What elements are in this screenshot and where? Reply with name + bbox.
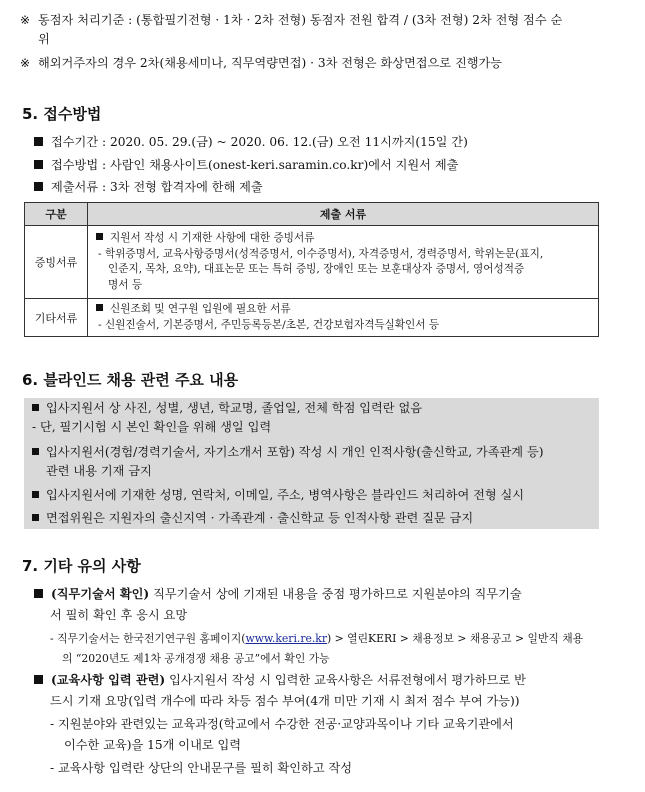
job-description-note: (직무기술서 확인) 직무기술서 상에 기재된 내용을 중점 평가하므로 지원분야의 직무기술 [34, 586, 522, 603]
note-overseas [20, 55, 502, 72]
blind-item-2: 입사지원서(경험/경력기술서, 자기소개서 포함) 작성 시 개인 인적사항(출신학교, 가족관계 등) [32, 443, 543, 461]
table-header-documents: 제출 서류 [88, 203, 599, 226]
square-bullet-icon [96, 233, 103, 240]
job-description-note-continued: 서 필히 확인 후 응시 요망 [50, 608, 188, 622]
square-bullet-icon [34, 137, 43, 146]
square-bullet-icon [34, 675, 43, 684]
square-bullet-icon [32, 404, 39, 411]
note-text: 해외거주자의 경우 2차(채용세미나, 직무역량면접) · 3차 전형은 화상면접으로 진행가능 [38, 56, 503, 70]
note-text: 동점자 처리기준 : (통합필기전형 · 1차 · 2차 전형) 동점자 전원 합격 / (3차 전형) 2차 전형 점수 순 [38, 13, 563, 27]
section-5-title: 5. 접수방법 [22, 105, 102, 123]
job-description-source: - 직무기술서는 한국전기연구원 홈페이지(www.keri.re.kr) > 열린KERI > 채용정보 > 채용공고 > 일반직 채용 [50, 632, 584, 645]
section-7-title: 7. 기타 유의 사항 [22, 557, 141, 575]
note-mark: ※ [20, 13, 31, 27]
application-period: 접수기간 : 2020. 05. 29.(금) ~ 2020. 06. 12.(금) 오전 11시까지(15일 간) [34, 134, 468, 151]
table-cell-documents: 지원서 작성 시 기재한 사항에 대한 증빙서류 - 학위증명서, 교육사항증명서(성적증명서, 이수증명서), 자격증명서, 경력증명서, 학위논문(표지, 인준지, 목차, 요약), 대표논문 또는 특허 증빙, 장애인 또는 보훈대상자 증명서, 영어성적증 명서 등 [88, 226, 599, 299]
keri-homepage-link[interactable]: www.keri.re.kr [245, 632, 328, 645]
education-label: (교육사항 입력 관련) [51, 673, 166, 687]
table-row [25, 299, 599, 337]
table-header-category: 구분 [25, 203, 88, 226]
square-bullet-icon [32, 448, 39, 455]
table-row [25, 226, 599, 299]
note-tie-rule [20, 12, 562, 29]
blind-item-2-continued: 관련 내용 기재 금지 [46, 464, 152, 478]
section-6-title: 6. 블라인드 채용 관련 주요 내용 [22, 371, 239, 389]
application-method: 접수방법 : 사람인 채용사이트(onest-keri.saramin.co.kr)에서 지원서 제출 [34, 157, 458, 174]
blind-item-1-note: - 단, 필기시험 시 본인 확인을 위해 생일 입력 [32, 420, 272, 434]
blind-item-4: 면접위원은 지원자의 출신지역 · 가족관계 · 출신학교 등 인적사항 관련 질문 금지 [32, 509, 473, 527]
table-cell-category: 기타서류 [25, 299, 88, 337]
education-sub-2: - 교육사항 입력란 상단의 안내문구를 필히 확인하고 작성 [50, 761, 353, 775]
square-bullet-icon [34, 182, 43, 191]
square-bullet-icon [34, 160, 43, 169]
blind-item-3: 입사지원서에 기재한 성명, 연락처, 이메일, 주소, 병역사항은 블라인드 처리하여 전형 실시 [32, 486, 524, 504]
table-cell-category: 증빙서류 [25, 226, 88, 299]
square-bullet-icon [34, 589, 43, 598]
blind-item-1: 입사지원서 상 사진, 성별, 생년, 학교명, 졸업일, 전체 학점 입력란 없음 [32, 399, 422, 417]
table-header-row [25, 203, 599, 226]
required-documents: 제출서류 : 3차 전형 합격자에 한해 제출 [34, 179, 263, 196]
note-mark: ※ [20, 56, 31, 70]
documents-table [24, 202, 599, 337]
education-sub-1: - 지원분야와 관련있는 교육과정(학교에서 수강한 전공·교양과목이나 기타 교육기관에서 [50, 717, 514, 731]
note-tie-rule-continued: 위 [38, 32, 50, 46]
square-bullet-icon [32, 491, 39, 498]
square-bullet-icon [32, 514, 39, 521]
table-cell-documents: 신원조회 및 연구원 입원에 필요한 서류 - 신원진술서, 기본증명서, 주민등록등본/초본, 건강보험자격득실확인서 등 [88, 299, 599, 337]
job-description-source-continued: 의 “2020년도 제1차 공개경쟁 채용 공고”에서 확인 가능 [62, 652, 330, 665]
education-note-continued: 드시 기재 요망(입력 개수에 따라 차등 점수 부여(4개 미만 기재 시 최저 점수 부여 가능)) [50, 694, 520, 708]
education-note: (교육사항 입력 관련) 입사지원서 작성 시 입력한 교육사항은 서류전형에서 평가하므로 반 [34, 672, 526, 689]
job-description-label: (직무기술서 확인) [51, 587, 150, 601]
education-sub-1-continued: 이수한 교육)을 15개 이내로 입력 [64, 738, 242, 752]
square-bullet-icon [96, 304, 103, 311]
